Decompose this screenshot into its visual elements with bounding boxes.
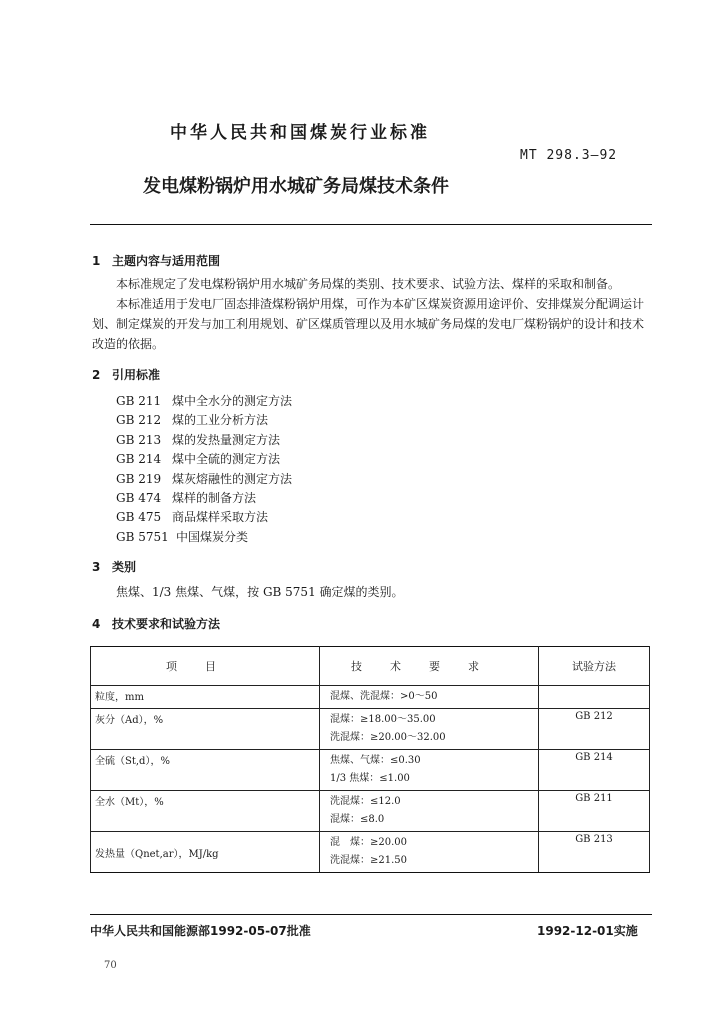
table-row	[91, 709, 650, 750]
reference-item: GB 474 煤样的制备方法	[116, 490, 257, 505]
cell-item: 发热量（Qnet,ar），MJ/kg	[91, 832, 320, 873]
cell-requirement: 焦煤、气煤：≤0.30 1/3 焦煤：≤1.00	[320, 750, 539, 791]
paragraph: 本标准规定了发电煤粉锅炉用水城矿务局煤的类别、技术要求、试验方法、煤样的采取和制备。	[116, 277, 621, 291]
section-3-body	[92, 582, 654, 602]
table-row	[91, 686, 650, 709]
table-row	[91, 832, 650, 873]
header-requirement: 技术要求	[320, 647, 539, 686]
issuing-organization: 中华人民共和国煤炭行业标准	[170, 123, 430, 143]
cell-requirement: 混 煤：≥20.00 洗混煤：≥21.50	[320, 832, 539, 873]
implementation-date: 1992-12-01实施	[537, 924, 638, 938]
footer-rule	[90, 914, 652, 915]
cell-method: GB 214	[539, 750, 650, 791]
section-1-body	[92, 274, 654, 354]
cell-requirement: 混煤、洗混煤：>0～50	[320, 686, 539, 709]
cell-item: 全硫（St,d），%	[91, 750, 320, 791]
cell-method: GB 212	[539, 709, 650, 750]
spec-table	[90, 646, 650, 873]
section-2-heading: 2 引用标准	[92, 368, 161, 382]
paragraph: 焦煤、1/3 焦煤、气煤，按 GB 5751 确定煤的类别。	[116, 585, 404, 599]
paragraph: 本标准适用于发电厂固态排渣煤粉锅炉用煤，可作为本矿区煤炭资源用途评价、安排煤炭分配调运计划、制定煤炭的开发与加工利用规划、矿区煤质管理以及用水城矿务局煤的发电厂煤粉锅炉的设计和技术改造的依据。	[92, 297, 645, 351]
table-row	[91, 791, 650, 832]
section-3-heading: 3 类别	[92, 560, 137, 574]
cell-requirement: 洗混煤：≤12.0 混煤：≤8.0	[320, 791, 539, 832]
reference-item: GB 214 煤中全硫的测定方法	[116, 452, 281, 467]
cell-method	[539, 686, 650, 709]
cell-method: GB 211	[539, 791, 650, 832]
reference-item: GB 5751 中国煤炭分类	[116, 529, 249, 544]
section-4-heading: 4 技术要求和试验方法	[92, 617, 221, 631]
document-title: 发电煤粉锅炉用水城矿务局煤技术条件	[143, 176, 449, 197]
cell-item: 灰分（Ad），%	[91, 709, 320, 750]
table-header-row	[91, 647, 650, 686]
cell-method: GB 213	[539, 832, 650, 873]
reference-item: GB 213 煤的发热量测定方法	[116, 432, 281, 447]
reference-item: GB 211 煤中全水分的测定方法	[116, 394, 293, 408]
section-1-heading: 1 主题内容与适用范围	[92, 254, 221, 268]
table-row	[91, 750, 650, 791]
cell-item: 全水（Mt），%	[91, 791, 320, 832]
cell-item: 粒度，mm	[91, 686, 320, 709]
header-rule	[90, 224, 652, 225]
reference-item: GB 212 煤的工业分析方法	[116, 413, 269, 428]
page-number: 70	[104, 960, 117, 971]
header-method: 试验方法	[539, 647, 650, 686]
header-item: 项目	[91, 647, 320, 686]
reference-item: GB 475 商品煤样采取方法	[116, 510, 269, 525]
reference-item: GB 219 煤灰熔融性的测定方法	[116, 471, 293, 486]
standard-code: MT 298.3—92	[520, 148, 618, 163]
reference-list	[116, 392, 292, 547]
cell-requirement: 混煤：≥18.00～35.00 洗混煤：≥20.00～32.00	[320, 709, 539, 750]
approval-note: 中华人民共和国能源部1992-05-07批准	[90, 924, 311, 938]
